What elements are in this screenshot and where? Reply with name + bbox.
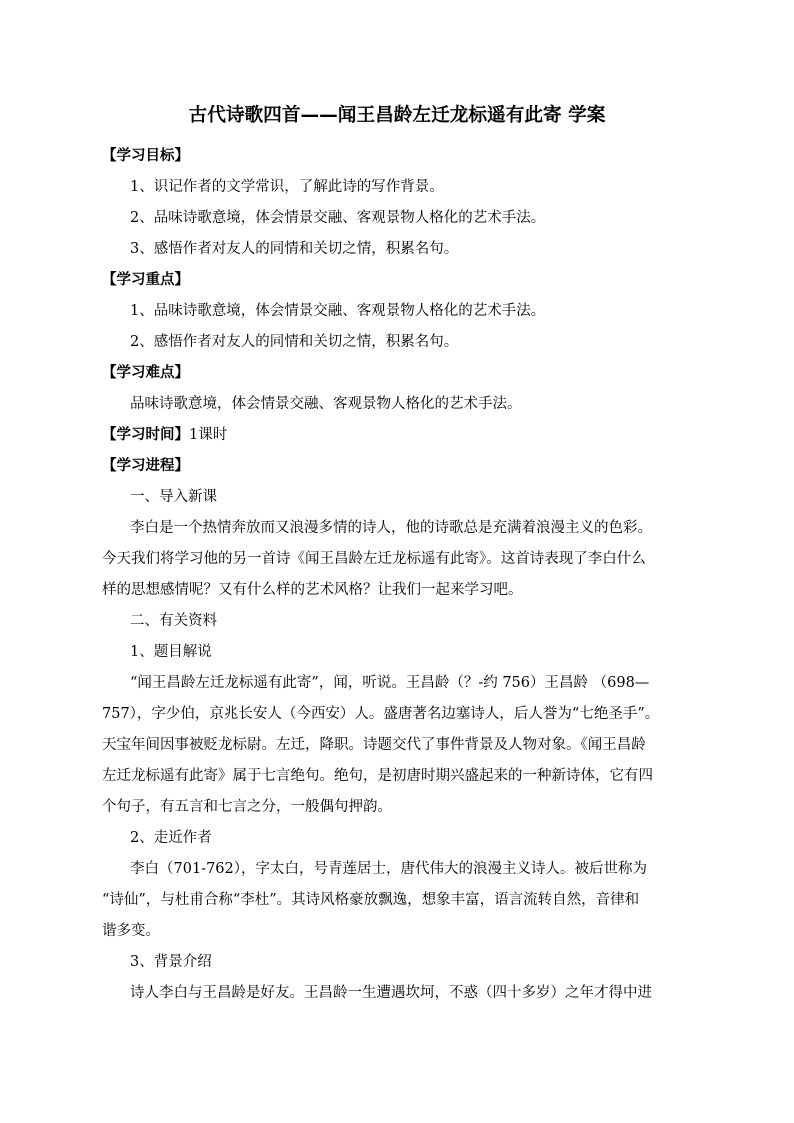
subsection-title: 3、背景介绍 bbox=[130, 954, 212, 970]
subsection-title: 2、走近作者 bbox=[130, 830, 212, 846]
paragraph-line: 谐多变。 bbox=[102, 923, 160, 939]
section-title: 二、有关资料 bbox=[130, 613, 217, 629]
goal-item: 2、品味诗歌意境，体会情景交融、客观景物人格化的艺术手法。 bbox=[130, 210, 546, 226]
subsection-title: 1、题目解说 bbox=[130, 644, 212, 660]
time-heading: 【学习时间】 bbox=[102, 427, 189, 443]
section-title: 一、导入新课 bbox=[130, 489, 217, 505]
paragraph-line: 今天我们将学习他的另一首诗《闻王昌龄左迁龙标遥有此寄》。这首诗表现了李白什么 bbox=[102, 551, 646, 567]
difficulty-heading: 【学习难点】 bbox=[102, 365, 189, 381]
key-point-item: 1、品味诗歌意境，体会情景交融、客观景物人格化的艺术手法。 bbox=[130, 303, 546, 319]
paragraph-line: “诗仙”，与杜甫合称“李杜”。其诗风格豪放飘逸，想象丰富，语言流转自然，音律和 bbox=[102, 892, 640, 908]
time-row bbox=[102, 424, 227, 446]
goal-item: 1、识记作者的文学常识，了解此诗的写作背景。 bbox=[130, 179, 444, 195]
paragraph-line: 757），字少伯，京兆长安人（今西安）人。盛唐著名边塞诗人，后人誉为“七绝圣手”。 bbox=[102, 706, 660, 722]
paragraph-line: 李白是一个热情奔放而又浪漫多情的诗人，他的诗歌总是充满着浪漫主义的色彩。 bbox=[130, 520, 652, 536]
paragraph-line: 样的思想感情呢？又有什么样的艺术风格？让我们一起来学习吧。 bbox=[102, 582, 523, 598]
key-points-heading: 【学习重点】 bbox=[102, 272, 189, 288]
goal-item: 3、感悟作者对友人的同情和关切之情，积累名句。 bbox=[130, 241, 459, 257]
paragraph-line: 左迁龙标遥有此寄》属于七言绝句。绝句，是初唐时期兴盛起来的一种新诗体，它有四 bbox=[102, 768, 653, 784]
paragraph-line: 天宝年间因事被贬龙标尉。左迁，降职。诗题交代了事件背景及人物对象。《闻王昌龄 bbox=[102, 737, 646, 753]
paragraph-line: 诗人李白与王昌龄是好友。王昌龄一生遭遇坎坷，不惑（四十多岁）之年才得中进 bbox=[130, 985, 652, 1001]
paragraph-line: “闻王昌龄左迁龙标遥有此寄”，闻，听说。王昌龄（？-约 756）王昌龄 （698— bbox=[130, 675, 650, 691]
process-heading: 【学习进程】 bbox=[102, 458, 189, 474]
goals-heading: 【学习目标】 bbox=[102, 148, 189, 164]
paragraph-line: 李白（701-762），字太白，号青莲居士，唐代伟大的浪漫主义诗人。被后世称为 bbox=[130, 861, 647, 877]
key-point-item: 2、感悟作者对友人的同情和关切之情，积累名句。 bbox=[130, 334, 459, 350]
document-title: 古代诗歌四首——闻王昌龄左迁龙标遥有此寄 学案 bbox=[188, 105, 606, 126]
paragraph-line: 个句子，有五言和七言之分，一般偶句押韵。 bbox=[102, 799, 392, 815]
difficulty-text: 品味诗歌意境，体会情景交融、客观景物人格化的艺术手法。 bbox=[130, 396, 522, 412]
time-value: 1课时 bbox=[189, 427, 228, 443]
